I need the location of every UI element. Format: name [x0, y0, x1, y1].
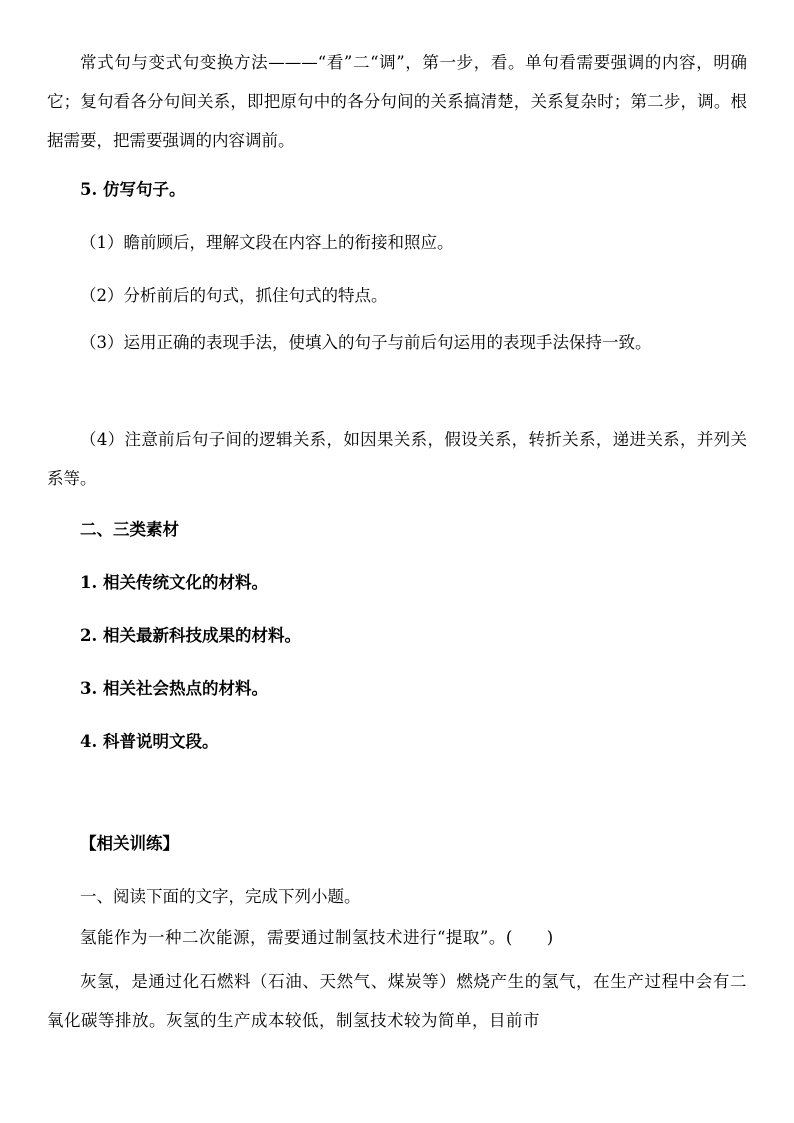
question-instruction: 一、阅读下面的文字，完成下列小题。	[80, 887, 361, 906]
material-item-1: 1. 相关传统文化的材料。	[80, 573, 268, 592]
list-item-2: （2）分析前后的句式，抓住句式的特点。	[80, 286, 388, 305]
list-item-1: （1）瞻前顾后，理解文段在内容上的衔接和照应。	[80, 233, 454, 252]
list-item-3: （3）运用正确的表现手法，使填入的句子与前后句运用的表现手法保持一致。	[80, 333, 652, 352]
section-heading-materials: 二、三类素材	[80, 520, 179, 539]
heading-imitate-sentences: 5. 仿写句子。	[80, 180, 186, 199]
material-item-3: 3. 相关社会热点的材料。	[80, 679, 268, 698]
passage-line-1: 氢能作为一种二次能源，需要通过制氢技术进行“提取”。( )	[80, 928, 554, 947]
list-item-4: （4）注意前后句子间的逻辑关系，如因果关系，假设关系，转折关系，递进关系，并列关系等。	[47, 430, 747, 488]
training-heading: 【相关训练】	[80, 834, 179, 853]
material-item-4: 4. 科普说明文段。	[80, 732, 219, 751]
passage-paragraph-grey-hydrogen: 灰氢，是通过化石燃料（石油、天然气、煤炭等）燃烧产生的氢气，在生产过程中会有二氧化碳等排放。灰氢的生产成本较低，制氢技术较为简单，目前市	[47, 972, 747, 1030]
paragraph-sentence-transform: 常式句与变式句变换方法———“看”二“调”，第一步，看。单句看需要强调的内容，明确它；复句看各分句间关系，即把原句中的各分句间的关系搞清楚，关系复杂时；第二步，调。根据需要，把需要强调的内容调前。	[47, 53, 747, 150]
material-item-2: 2. 相关最新科技成果的材料。	[80, 626, 301, 645]
